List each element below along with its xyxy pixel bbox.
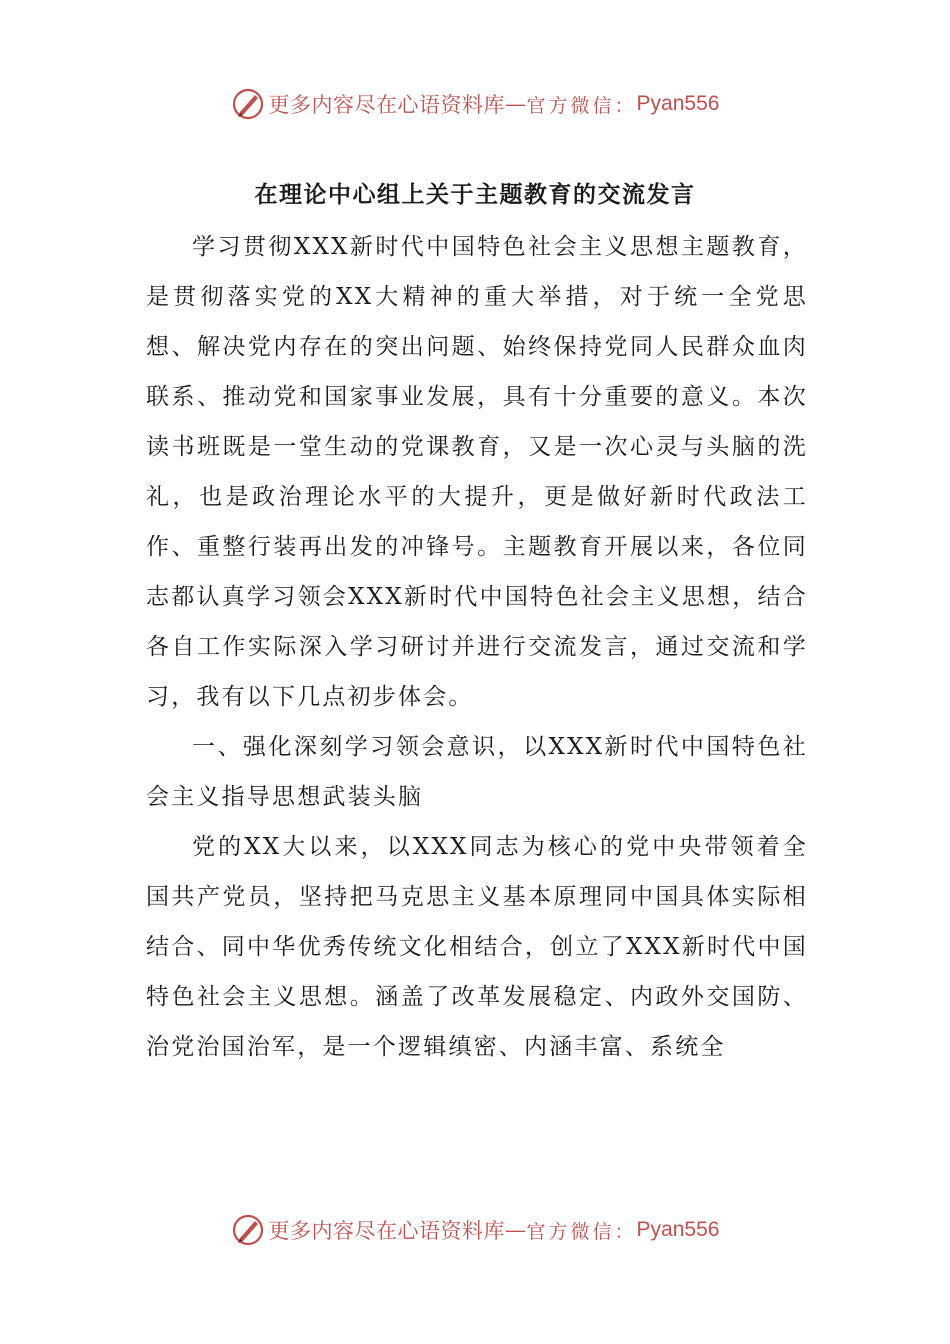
footer-watermark <box>0 1210 950 1250</box>
watermark-id: Pyan556 <box>636 1218 720 1241</box>
pen-logo-icon <box>231 87 265 121</box>
document-body <box>146 222 808 1072</box>
watermark-label: 官方微信： <box>526 94 637 117</box>
watermark-text: 更多内容尽在心语资料库 <box>268 93 506 117</box>
paragraph: 党的XX大以来，以XXX同志为核心的党中央带领着全国共产党员，坚持把马克思主义基本原理同中国具体实际相结合、同中华优秀传统文化相结合，创立了XXX新时代中国特色社会主义思想。涵盖了改革发展稳定、内政外交国防、治党治国治军，是一个逻辑缜密、内涵丰富、系统全 <box>146 834 808 1060</box>
section-heading: 一、强化深刻学习领会意识，以XXX新时代中国特色社会主义指导思想武装头脑 <box>146 734 808 810</box>
document-title: 在理论中心组上关于主题教育的交流发言 <box>254 181 696 208</box>
paragraph: 学习贯彻XXX新时代中国特色社会主义思想主题教育，是贯彻落实党的XX大精神的重大举措，对于统一全党思想、解决党内存在的突出问题、始终保持党同人民群众血肉联系、推动党和国家事业发展，具有十分重要的意义。本次读书班既是一堂生动的党课教育，又是一次心灵与头脑的洗礼，也是政治理论水平的大提升，更是做好新时代政法工作、重整行装再出发的冲锋号。主题教育开展以来，各位同志都认真学习领会XXX新时代中国特色社会主义思想，结合各自工作实际深入学习研讨并进行交流发言，通过交流和学习，我有以下几点初步体会。 <box>146 234 808 710</box>
watermark-text: 更多内容尽在心语资料库 <box>268 1219 506 1243</box>
watermark-dash: — <box>505 1218 527 1242</box>
watermark-label: 官方微信： <box>526 1220 637 1243</box>
watermark-dash: — <box>505 92 527 116</box>
header-watermark <box>0 84 950 124</box>
pen-logo-icon <box>231 1213 265 1247</box>
watermark-id: Pyan556 <box>636 92 720 115</box>
